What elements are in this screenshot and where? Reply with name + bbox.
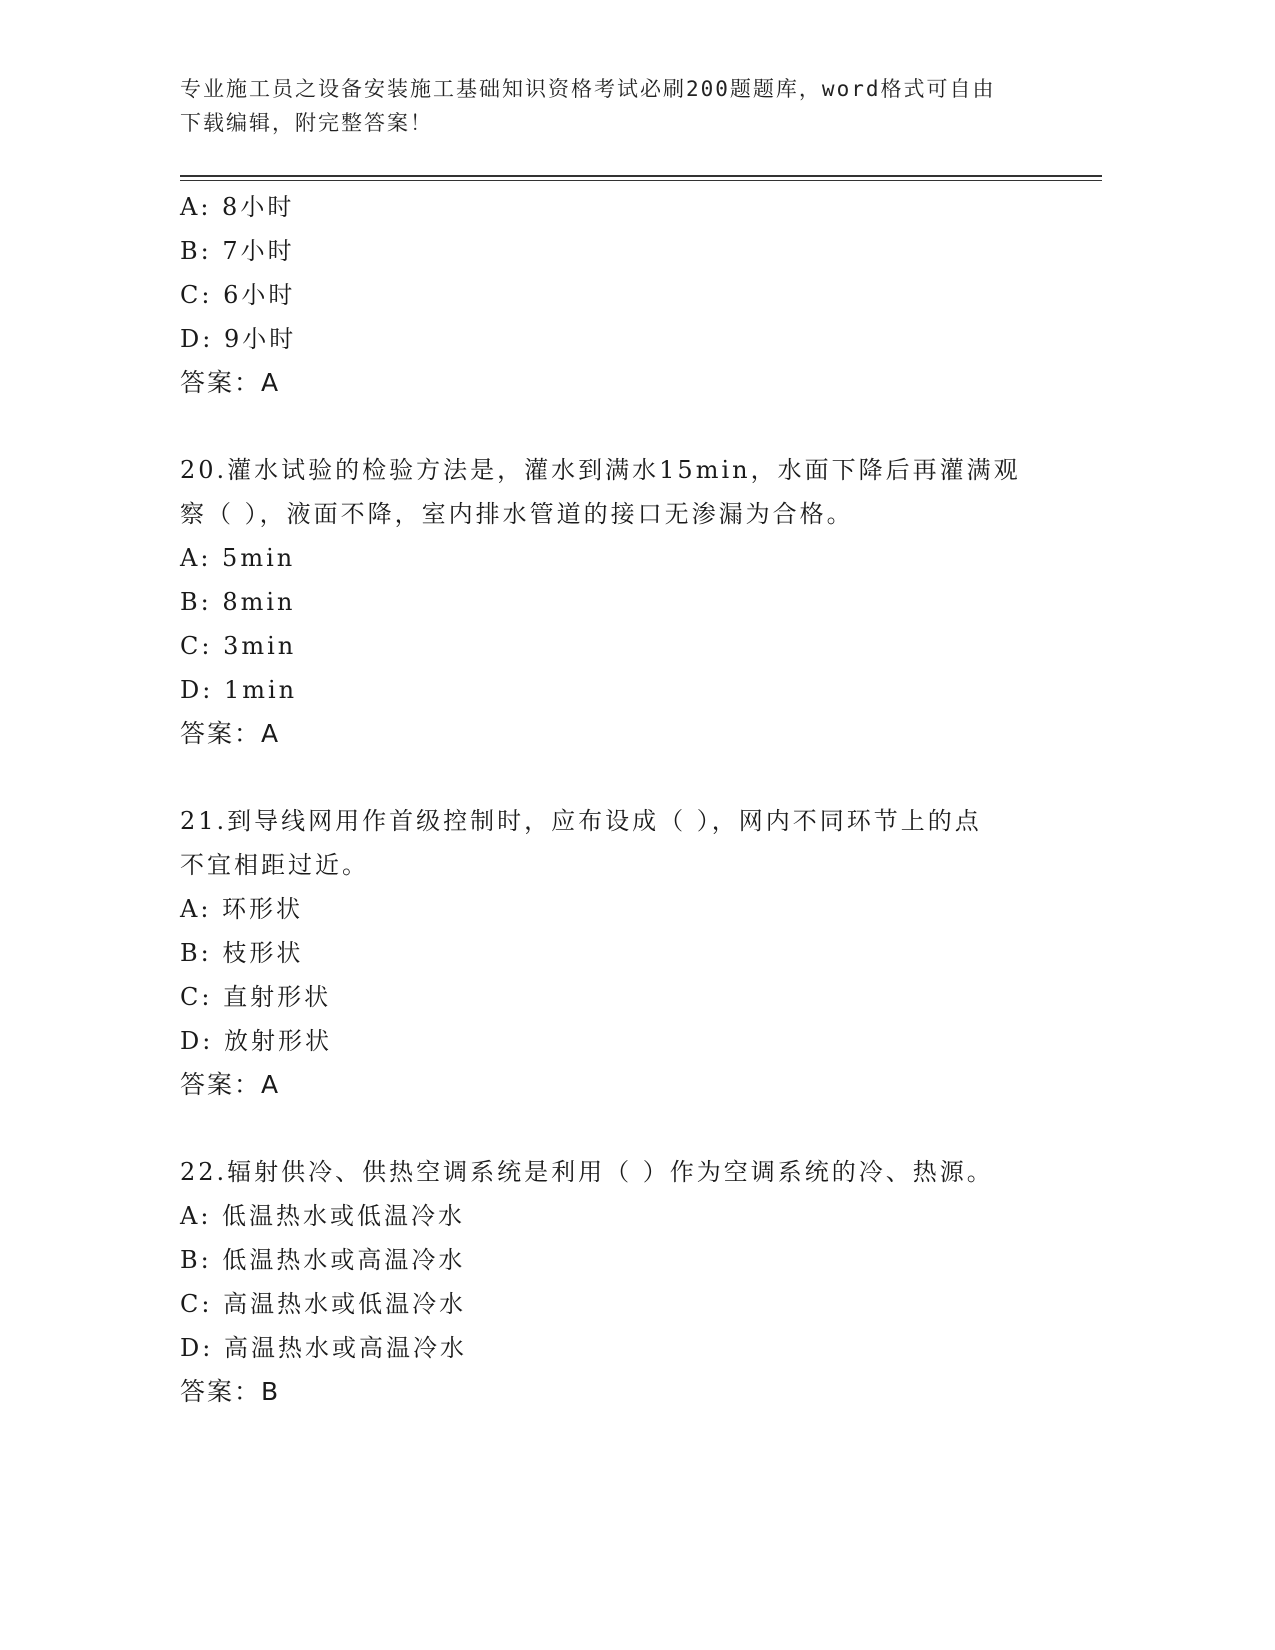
option-d: D: 放射形状 bbox=[180, 1027, 332, 1055]
question-22 bbox=[180, 1150, 1060, 1414]
question-21 bbox=[180, 799, 1060, 1107]
option-b: B: 8min bbox=[180, 588, 296, 616]
question-stem: 20.灌水试验的检验方法是，灌水到满水15min，水面下降后再灌满观 bbox=[180, 456, 1021, 484]
option-c: C: 高温热水或低温冷水 bbox=[180, 1290, 467, 1318]
option-a: A: 5min bbox=[180, 544, 296, 572]
answer: 答案：B bbox=[180, 1377, 281, 1406]
header-line-2: 下载编辑，附完整答案！ bbox=[180, 111, 433, 135]
question-stem-continued: 不宜相距过近。 bbox=[180, 851, 369, 879]
header-line-1: 专业施工员之设备安装施工基础知识资格考试必刷200题题库，word格式可自由 bbox=[180, 77, 996, 101]
question-19 bbox=[180, 185, 1060, 405]
answer: 答案：A bbox=[180, 1070, 281, 1099]
spacer bbox=[180, 1107, 1060, 1150]
question-list bbox=[180, 185, 1060, 1414]
question-stem: 21.到导线网用作首级控制时，应布设成（ ），网内不同环节上的点 bbox=[180, 807, 982, 835]
option-c: C: 直射形状 bbox=[180, 983, 332, 1011]
option-d: D: 高温热水或高温冷水 bbox=[180, 1334, 467, 1362]
option-b: B: 7小时 bbox=[180, 237, 295, 265]
option-c: C: 6小时 bbox=[180, 281, 296, 309]
option-d: D: 9小时 bbox=[180, 325, 297, 353]
option-a: A: 8小时 bbox=[180, 193, 295, 221]
question-stem: 22.辐射供冷、供热空调系统是利用（ ）作为空调系统的冷、热源。 bbox=[180, 1158, 994, 1186]
option-c: C: 3min bbox=[180, 632, 297, 660]
option-b: B: 低温热水或高温冷水 bbox=[180, 1246, 466, 1274]
option-b: B: 枝形状 bbox=[180, 939, 304, 967]
header-divider-thin bbox=[180, 180, 1102, 181]
option-d: D: 1min bbox=[180, 676, 298, 704]
option-a: A: 低温热水或低温冷水 bbox=[180, 1202, 466, 1230]
question-stem-continued: 察（ ），液面不降，室内排水管道的接口无渗漏为合格。 bbox=[180, 500, 854, 528]
question-20 bbox=[180, 448, 1060, 756]
answer: 答案：A bbox=[180, 719, 281, 748]
spacer bbox=[180, 405, 1060, 448]
answer: 答案：A bbox=[180, 368, 281, 397]
header-divider-thick bbox=[180, 175, 1102, 177]
spacer bbox=[180, 756, 1060, 799]
document-header bbox=[180, 72, 1060, 140]
option-a: A: 环形状 bbox=[180, 895, 304, 923]
